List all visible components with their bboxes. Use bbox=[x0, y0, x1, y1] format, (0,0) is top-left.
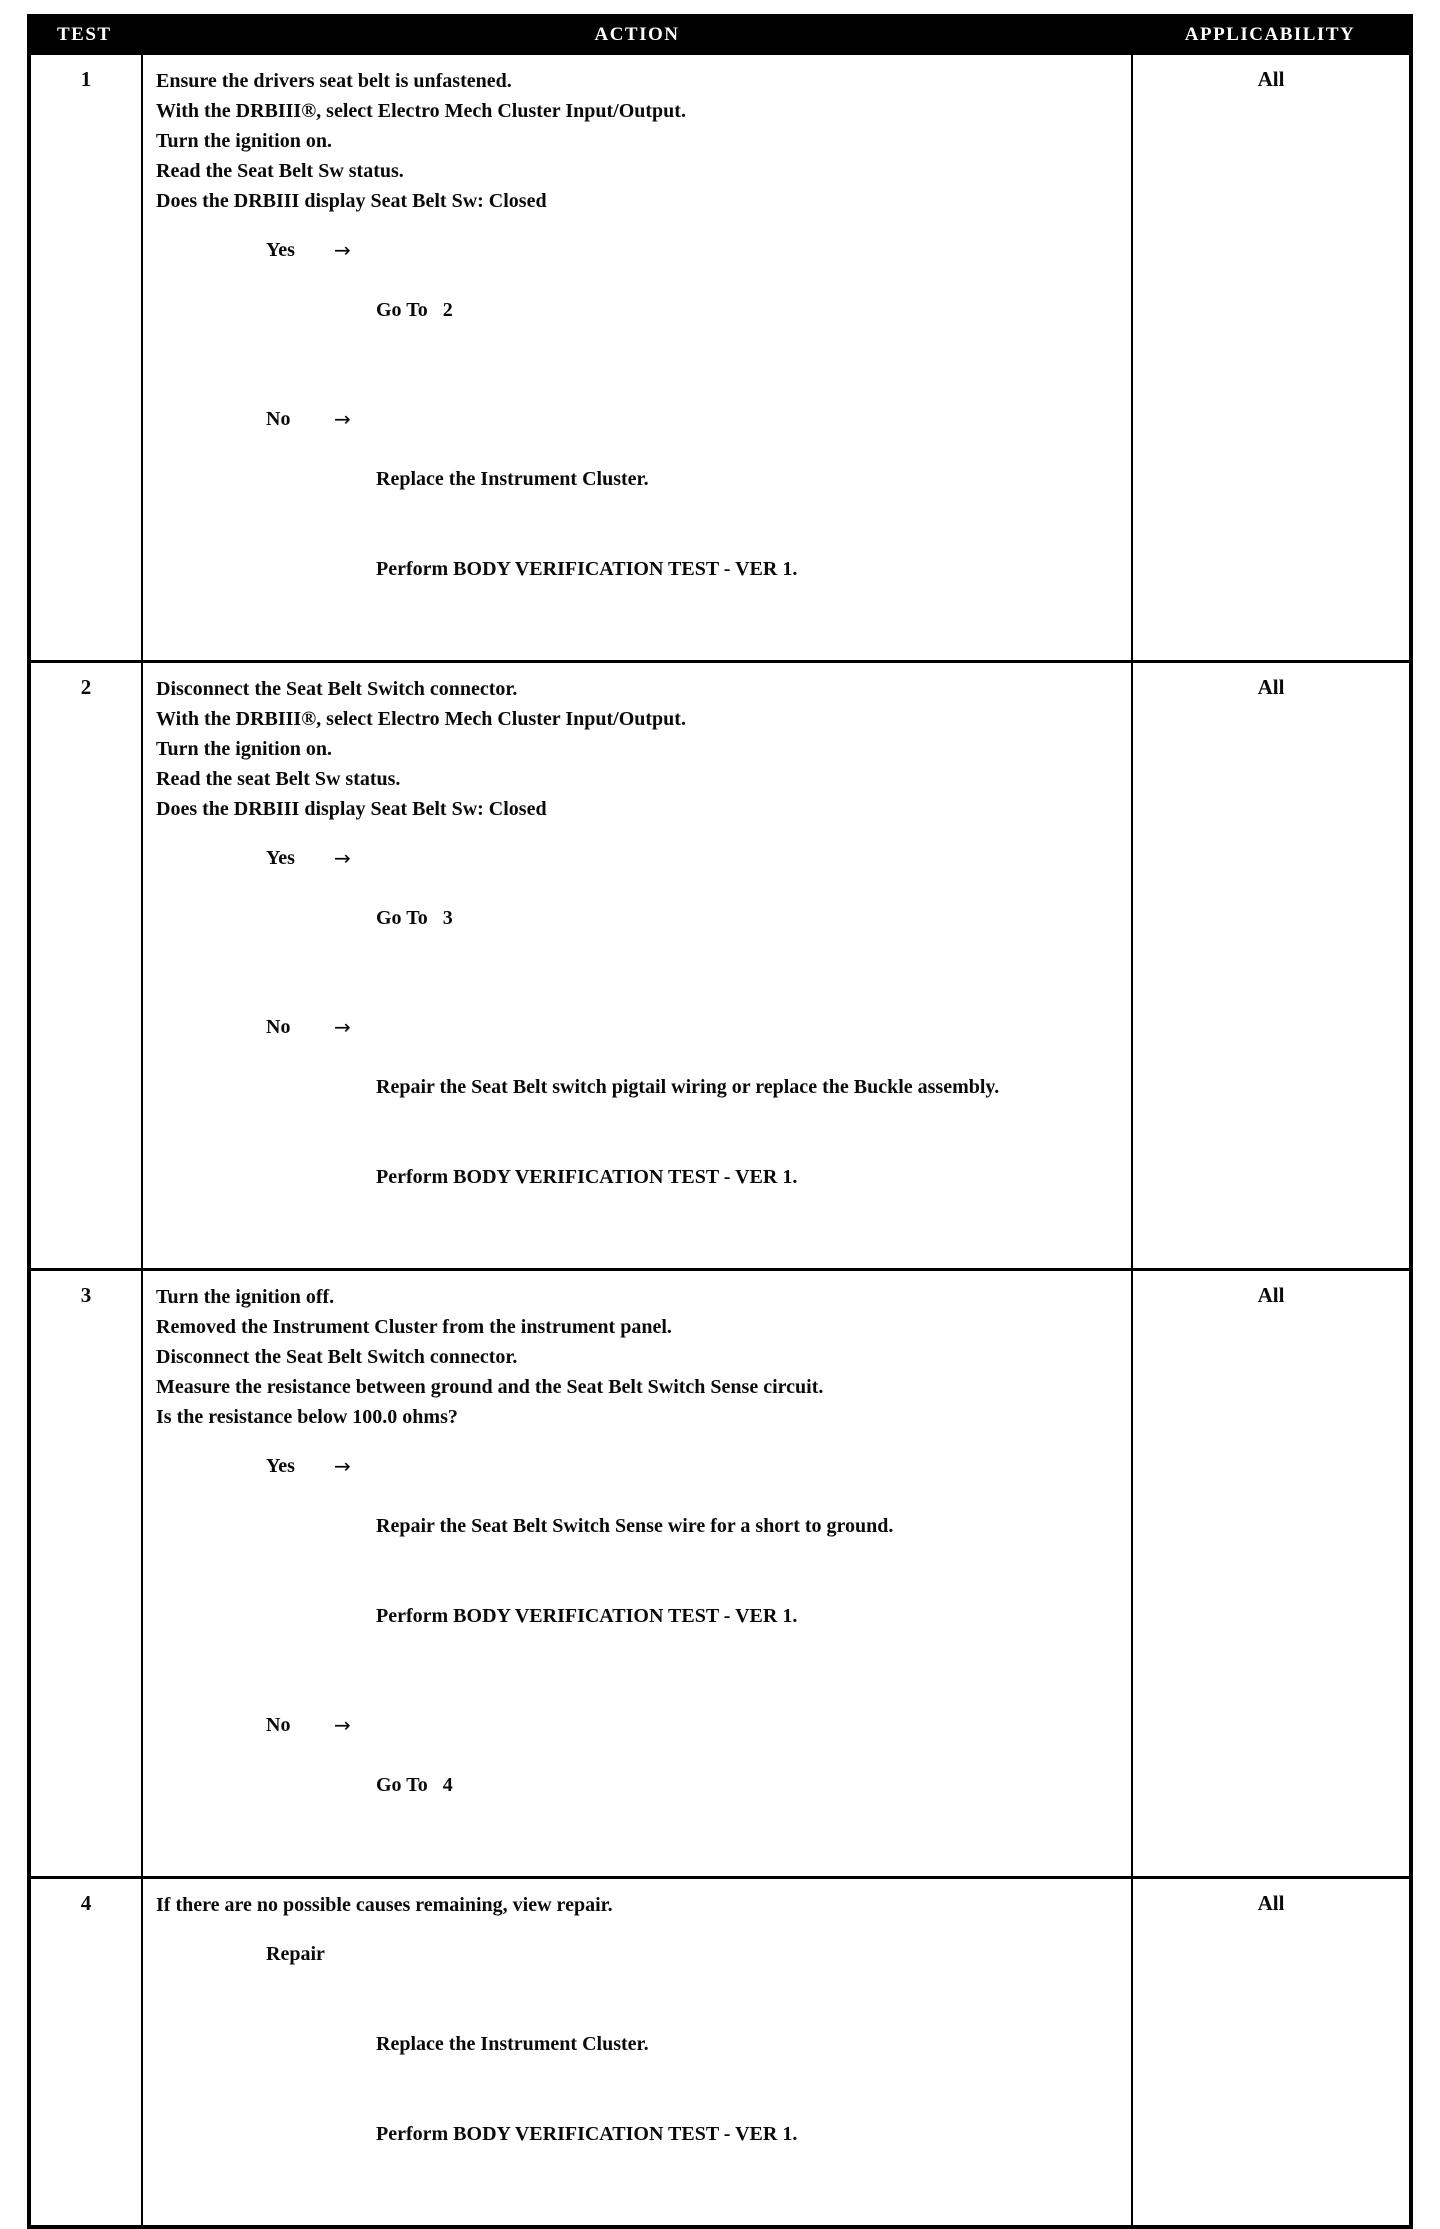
action-step: Removed the Instrument Cluster from the instrument panel. bbox=[156, 1316, 672, 1338]
arrow-icon: → bbox=[334, 1713, 351, 1737]
action-step: Turn the ignition off. bbox=[156, 1286, 335, 1308]
decision-result-line: Go To 2 bbox=[376, 299, 453, 321]
action-step: Is the resistance below 100.0 ohms? bbox=[156, 1406, 458, 1428]
applicability-value: All bbox=[1131, 1879, 1409, 2225]
action-step: Read the seat Belt Sw status. bbox=[156, 768, 401, 790]
test-number: 1 bbox=[31, 55, 143, 660]
action-step: Does the DRBIII display Seat Belt Sw: Closed bbox=[156, 798, 547, 820]
decision-label: No bbox=[266, 408, 291, 430]
table-row bbox=[31, 52, 1409, 660]
arrow-icon: → bbox=[334, 407, 351, 431]
decision-result bbox=[376, 235, 1117, 385]
applicability-value: All bbox=[1131, 55, 1409, 660]
decision-no bbox=[266, 404, 1117, 644]
decision-result-line: Perform BODY VERIFICATION TEST - VER 1. bbox=[376, 558, 798, 580]
action-step: Turn the ignition on. bbox=[156, 738, 332, 760]
action-step: Read the Seat Belt Sw status. bbox=[156, 160, 404, 182]
decision-result-line: Replace the Instrument Cluster. bbox=[376, 468, 649, 490]
action-step: With the DRBIII®, select Electro Mech Cluster Input/Output. bbox=[156, 100, 686, 122]
action-step: Measure the resistance between ground and the Seat Belt Switch Sense circuit. bbox=[156, 1376, 824, 1398]
decision-result-line: Repair the Seat Belt switch pigtail wiring or replace the Buckle assembly. bbox=[376, 1076, 1000, 1098]
action-cell bbox=[143, 663, 1131, 1268]
action-step: If there are no possible causes remaining, view repair. bbox=[156, 1894, 613, 1916]
decision-label: No bbox=[266, 1714, 291, 1736]
action-cell bbox=[143, 1271, 1131, 1876]
arrow-icon: → bbox=[334, 1015, 351, 1039]
repair-label: Repair bbox=[266, 1943, 325, 1965]
decision-label: No bbox=[266, 1016, 291, 1038]
decision-yes bbox=[266, 235, 1117, 385]
decision-result-line: Perform BODY VERIFICATION TEST - VER 1. bbox=[376, 1605, 798, 1627]
table-row bbox=[31, 660, 1409, 1268]
action-step: Ensure the drivers seat belt is unfastened. bbox=[156, 70, 512, 92]
decision-label: Yes bbox=[266, 847, 295, 869]
action-step: Turn the ignition on. bbox=[156, 130, 332, 152]
decision-result bbox=[376, 1710, 1117, 1860]
applicability-value: All bbox=[1131, 1271, 1409, 1876]
action-cell bbox=[143, 1879, 1131, 2225]
repair-result-line: Replace the Instrument Cluster. bbox=[376, 2033, 649, 2055]
decision-result-line: Perform BODY VERIFICATION TEST - VER 1. bbox=[376, 1166, 798, 1188]
header-cell-applicability: APPLICABILITY bbox=[1184, 24, 1356, 45]
decision-result-line: Repair the Seat Belt Switch Sense wire for a short to ground. bbox=[376, 1515, 894, 1537]
decision-result bbox=[376, 404, 1117, 644]
decision-no bbox=[266, 1012, 1117, 1252]
decision-yes bbox=[266, 1451, 1117, 1691]
repair-result bbox=[376, 1969, 1117, 2209]
decision-yes bbox=[266, 843, 1117, 993]
decision-result-line: Go To 4 bbox=[376, 1774, 453, 1796]
action-step: Disconnect the Seat Belt Switch connector. bbox=[156, 1346, 518, 1368]
decision-result bbox=[376, 843, 1117, 993]
decision-label: Yes bbox=[266, 1455, 295, 1477]
decision-label: Yes bbox=[266, 239, 295, 261]
action-step: With the DRBIII®, select Electro Mech Cluster Input/Output. bbox=[156, 708, 686, 730]
test-number: 4 bbox=[31, 1879, 143, 2225]
repair-result-line: Perform BODY VERIFICATION TEST - VER 1. bbox=[376, 2123, 798, 2145]
arrow-icon: → bbox=[334, 238, 351, 262]
decision-result-line: Go To 3 bbox=[376, 907, 453, 929]
action-step: Disconnect the Seat Belt Switch connector. bbox=[156, 678, 518, 700]
decision-no bbox=[266, 1710, 1117, 1860]
table-header-row bbox=[31, 18, 1409, 52]
diagnostic-test-table bbox=[27, 14, 1413, 2229]
header-cell-test: TEST bbox=[57, 24, 112, 45]
applicability-value: All bbox=[1131, 663, 1409, 1268]
decision-result bbox=[376, 1012, 1117, 1252]
table-row bbox=[31, 1268, 1409, 1876]
decision-result bbox=[376, 1451, 1117, 1691]
test-number: 2 bbox=[31, 663, 143, 1268]
arrow-icon: → bbox=[334, 846, 351, 870]
table-row bbox=[31, 1876, 1409, 2225]
action-step: Does the DRBIII display Seat Belt Sw: Closed bbox=[156, 190, 547, 212]
arrow-icon: → bbox=[334, 1454, 351, 1478]
header-cell-action: ACTION bbox=[594, 24, 680, 45]
test-number: 3 bbox=[31, 1271, 143, 1876]
action-cell bbox=[143, 55, 1131, 660]
